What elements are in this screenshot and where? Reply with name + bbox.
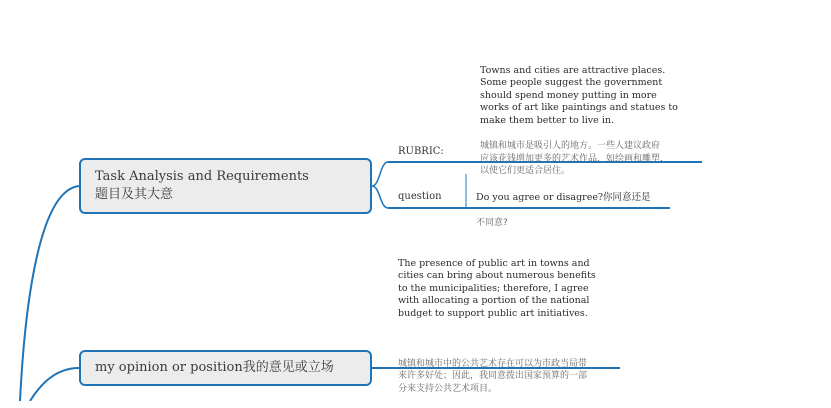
opinion-detail-en: The presence of public art in towns and cities can bring about numerous benefits to the municipalities; therefore, I agree with allocating a portion of the national budget to support public art initiatives.: [398, 257, 596, 319]
question-text-cn: 不同意?: [476, 217, 508, 228]
opinion-node[interactable]: [79, 350, 372, 386]
opinion-title: my opinion or position我的意见或立场: [95, 360, 334, 375]
task-analysis-node[interactable]: [79, 158, 372, 214]
rubric-label: RUBRIC:: [398, 146, 444, 157]
task-title-cn: 题目及其大意: [95, 187, 174, 202]
question-text-en: Do you agree or disagree?你同意还是: [476, 191, 651, 203]
rubric-text-cn: 城镇和城市是吸引人的地方。一些人建议政府 应该花钱增加更多的艺术作品，如绘画和雕塑， 以使它们更适合居住。: [480, 141, 670, 177]
opinion-detail-text: [398, 245, 618, 408]
rubric-text: [480, 52, 700, 191]
question-label: question: [398, 191, 442, 202]
opinion-detail-cn: 城镇和城市中的公共艺术存在可以为市政当局带 来许多好处；因此，我同意拨出国家预算的一部 分来支持公共艺术项目。: [398, 358, 588, 394]
trunk-connector-2: [30, 368, 79, 401]
rubric-text-en: Towns and cities are attractive places. Some people suggest the government should spend money putting in more works of art like paintings and statues to make them better to live in.: [480, 64, 678, 126]
branch-split-connector: [372, 162, 388, 208]
question-text: [476, 179, 676, 242]
task-title-en: Task Analysis and Requirements: [95, 169, 309, 184]
opinion-spacer: [398, 333, 618, 345]
